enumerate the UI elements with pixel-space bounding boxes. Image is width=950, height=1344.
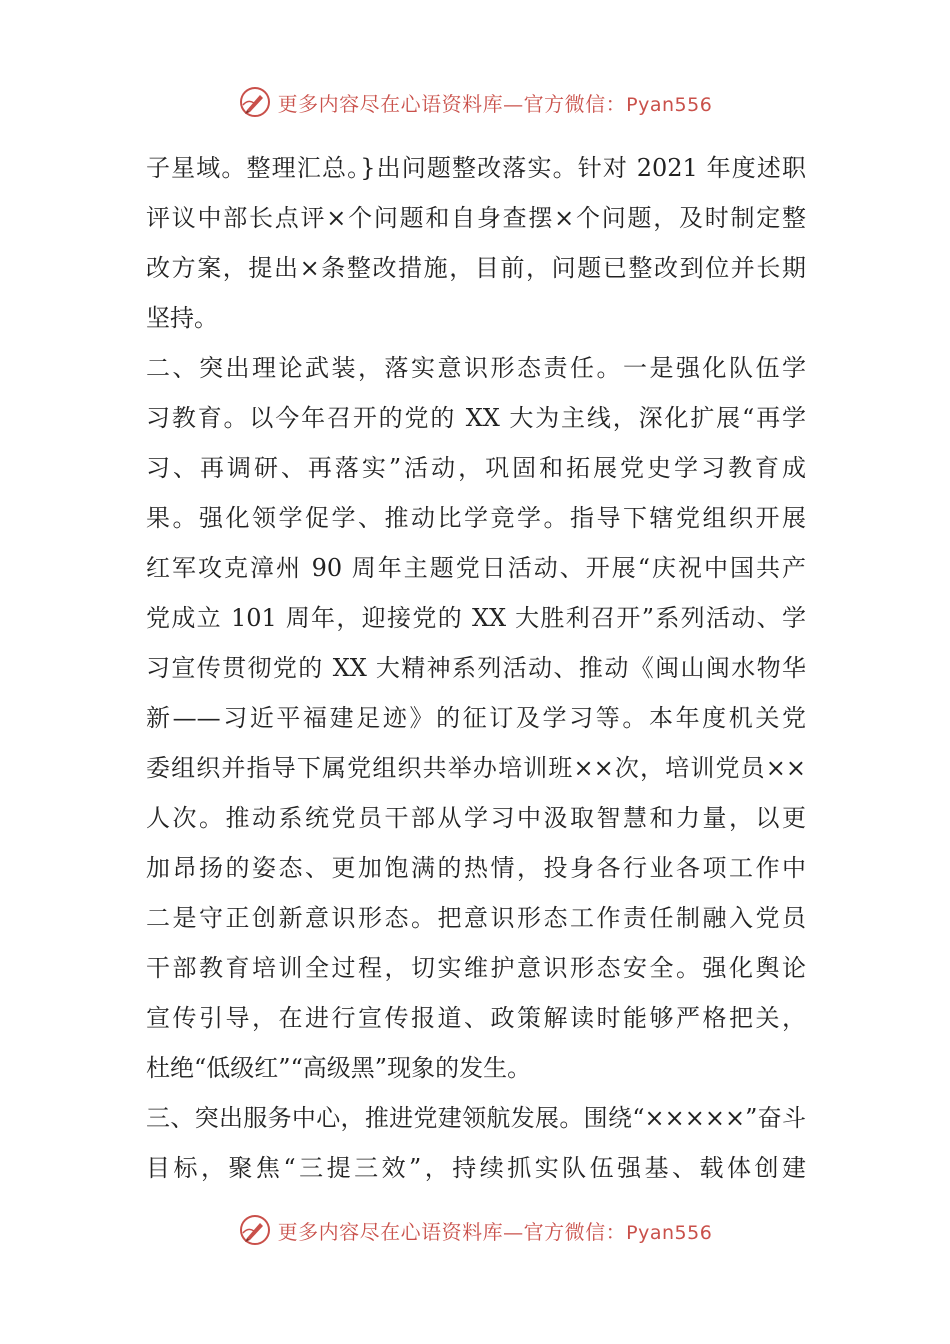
text-line: 果。强化领学促学、推动比学竞学。指导下辖党组织开展 [146, 504, 806, 532]
text-line: 坚持。 [146, 304, 218, 332]
text-line: 习宣传贯彻党的 XX 大精神系列活动、推动《闽山闽水物华 [146, 654, 806, 682]
text-line: 宣传引导，在进行宣传报道、政策解读时能够严格把关， [146, 1004, 806, 1032]
header-watermark-text: 更多内容尽在心语资料库—官方微信：Pyan556 [277, 91, 713, 116]
text-line: 新——习近平福建足迹》的征订及学习等。本年度机关党 [146, 704, 806, 732]
text-line: 习、再调研、再落实”活动，巩固和拓展党史学习教育成 [146, 454, 806, 482]
text-line: 目标，聚焦“三提三效”，持续抓实队伍强基、载体创建 [146, 1154, 806, 1182]
text-line: 党成立 101 周年，迎接党的 XX 大胜利召开”系列活动、学 [146, 604, 806, 632]
footer-watermark-inner [238, 1213, 713, 1247]
footer-watermark-handle: Pyan556 [626, 1221, 713, 1244]
text-line: 干部教育培训全过程，切实维护意识形态安全。强化舆论 [146, 954, 806, 982]
document-body [146, 143, 806, 1193]
footer-watermark [0, 1210, 950, 1250]
text-line: 二是守正创新意识形态。把意识形态工作责任制融入党员 [146, 904, 806, 932]
text-line: 红军攻克漳州 90 周年主题党日活动、开展“庆祝中国共产 [146, 554, 806, 582]
header-watermark-inner [238, 85, 713, 119]
pen-logo-icon [238, 1213, 272, 1247]
pen-logo-icon [238, 85, 272, 119]
text-line: 习教育。以今年召开的党的 XX 大为主线，深化扩展“再学 [146, 404, 806, 432]
header-watermark [0, 82, 950, 122]
text-line: 三、突出服务中心，推进党建领航发展。围绕“×××××”奋斗 [146, 1104, 806, 1132]
text-line: 人次。推动系统党员干部从学习中汲取智慧和力量，以更 [146, 804, 806, 832]
footer-watermark-text: 更多内容尽在心语资料库—官方微信：Pyan556 [277, 1219, 713, 1244]
text-line: 改方案，提出×条整改措施，目前，问题已整改到位并长期 [146, 254, 806, 282]
text-line: 杜绝“低级红”“高级黑”现象的发生。 [146, 1054, 532, 1082]
text-line: 二、突出理论武装，落实意识形态责任。一是强化队伍学 [146, 354, 806, 382]
header-watermark-handle: Pyan556 [626, 93, 713, 116]
text-line: 委组织并指导下属党组织共举办培训班××次，培训党员×× [146, 754, 806, 782]
text-line: 加昂扬的姿态、更加饱满的热情，投身各行业各项工作中 [146, 854, 806, 882]
text-line: 评议中部长点评×个问题和自身查摆×个问题，及时制定整 [146, 204, 806, 232]
text-line: 子星域。整理汇总。}出问题整改落实。针对 2021 年度述职 [146, 154, 806, 182]
